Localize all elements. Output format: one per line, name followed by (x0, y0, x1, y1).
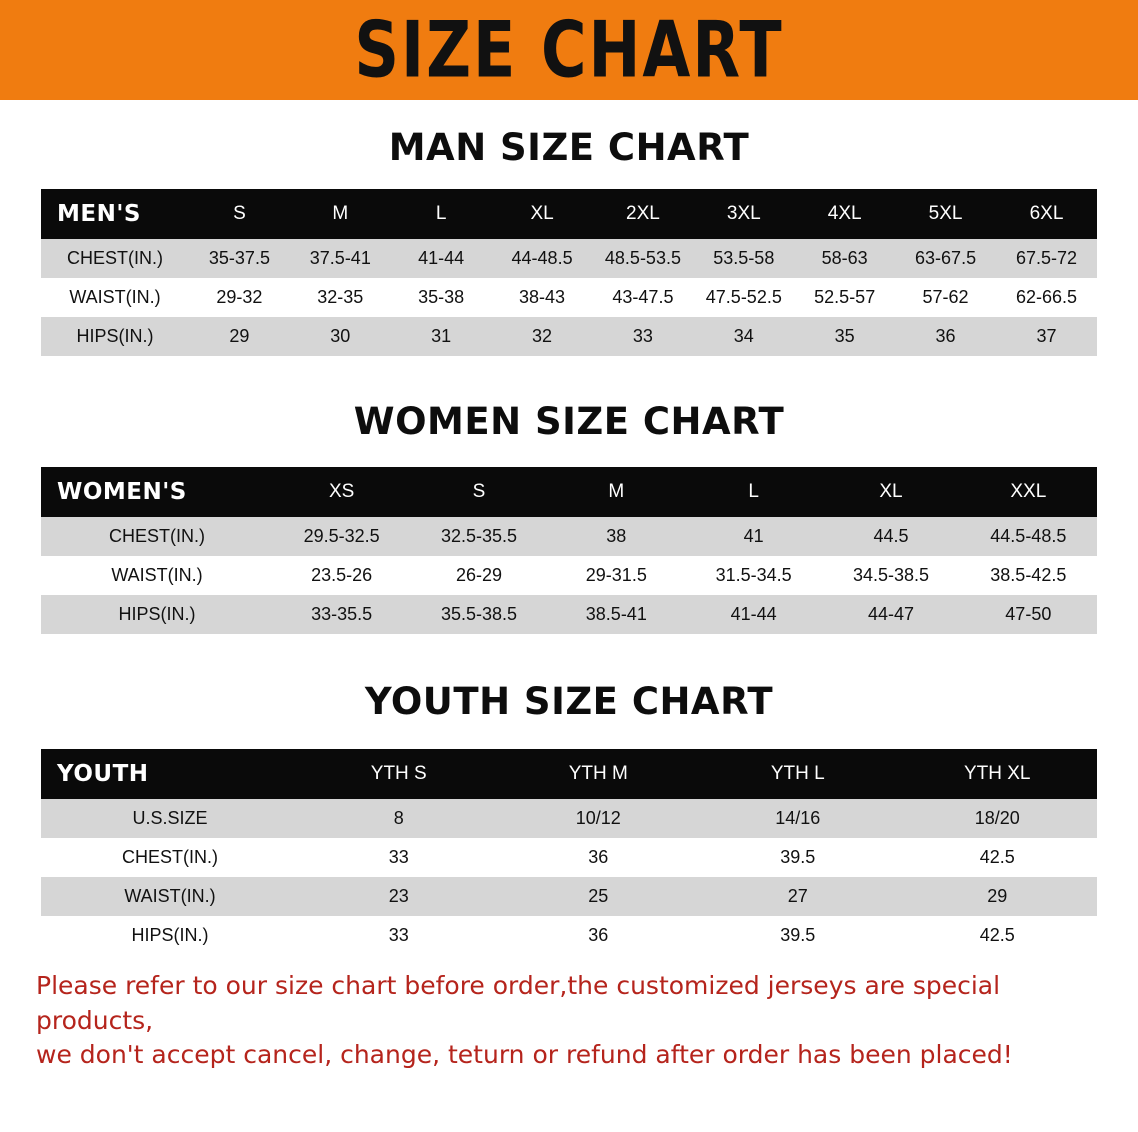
women-cell-1-1: 26-29 (410, 556, 547, 595)
women-col-0: XS (328, 481, 355, 502)
women-cell-2-3: 41-44 (685, 595, 822, 634)
man-cell-0-7: 63-67.5 (895, 239, 996, 278)
youth-row-1-label: CHEST(IN.) (41, 838, 299, 877)
disclaimer-line-2: we don't accept cancel, change, teturn or refund after order has been placed! (36, 1040, 1013, 1069)
disclaimer-line-1: Please refer to our size chart before order,the customized jerseys are special products, (36, 971, 1001, 1035)
youth-cell-3-2: 39.5 (698, 916, 898, 955)
youth-row-2-label: WAIST(IN.) (41, 877, 299, 916)
youth-cell-3-1: 36 (499, 916, 699, 955)
youth-cell-0-1: 10/12 (499, 799, 699, 838)
man-col-4: 2XL (626, 203, 660, 224)
man-col-1: M (332, 203, 349, 224)
women-col-3: L (748, 481, 759, 502)
table-row (41, 595, 1097, 634)
banner (0, 0, 1138, 100)
table-row (41, 799, 1097, 838)
man-cell-0-1: 37.5-41 (290, 239, 391, 278)
man-cell-1-2: 35-38 (391, 278, 492, 317)
youth-table-wrap (0, 749, 1138, 955)
youth-cell-1-3: 42.5 (898, 838, 1098, 877)
youth-col-2: YTH L (770, 763, 825, 784)
youth-cell-1-0: 33 (299, 838, 499, 877)
man-cell-2-0: 29 (189, 317, 290, 356)
table-row (41, 877, 1097, 916)
man-cell-2-4: 33 (593, 317, 694, 356)
youth-cell-1-2: 39.5 (698, 838, 898, 877)
man-cell-1-7: 57-62 (895, 278, 996, 317)
man-cell-1-6: 52.5-57 (794, 278, 895, 317)
man-table-body (41, 239, 1097, 356)
youth-cell-3-3: 42.5 (898, 916, 1098, 955)
table-row (41, 916, 1097, 955)
man-col-5: 3XL (726, 203, 761, 224)
man-cell-2-5: 34 (693, 317, 794, 356)
man-cell-1-3: 38-43 (492, 278, 593, 317)
man-cell-0-2: 41-44 (391, 239, 492, 278)
youth-cell-1-1: 36 (499, 838, 699, 877)
women-cell-1-5: 38.5-42.5 (960, 556, 1097, 595)
banner-title: SIZE CHART (354, 3, 784, 95)
women-size-table (41, 467, 1097, 634)
man-cell-0-0: 35-37.5 (189, 239, 290, 278)
man-cell-0-5: 53.5-58 (693, 239, 794, 278)
women-col-5: XXL (1010, 481, 1047, 502)
man-row-0-label: CHEST(IN.) (41, 239, 189, 278)
man-cell-1-1: 32-35 (290, 278, 391, 317)
man-cell-0-3: 44-48.5 (492, 239, 593, 278)
man-col-3: XL (530, 203, 554, 224)
youth-cell-3-0: 33 (299, 916, 499, 955)
man-size-table (41, 189, 1097, 356)
table-row (41, 838, 1097, 877)
women-header-row (41, 467, 1097, 517)
man-row-2-label: HIPS(IN.) (41, 317, 189, 356)
women-col-4: XL (879, 481, 903, 502)
man-corner-label: MEN'S (57, 201, 141, 227)
women-cell-0-1: 32.5-35.5 (410, 517, 547, 556)
man-cell-2-1: 30 (290, 317, 391, 356)
man-header-row (41, 189, 1097, 239)
youth-cell-0-2: 14/16 (698, 799, 898, 838)
women-table-head (41, 467, 1097, 517)
women-cell-0-0: 29.5-32.5 (273, 517, 410, 556)
man-cell-1-0: 29-32 (189, 278, 290, 317)
man-cell-1-8: 62-66.5 (996, 278, 1097, 317)
youth-cell-2-0: 23 (299, 877, 499, 916)
women-cell-1-3: 31.5-34.5 (685, 556, 822, 595)
man-table-head (41, 189, 1097, 239)
women-table-body (41, 517, 1097, 634)
man-row-1-label: WAIST(IN.) (41, 278, 189, 317)
youth-cell-2-1: 25 (499, 877, 699, 916)
man-cell-2-7: 36 (895, 317, 996, 356)
women-col-1: S (472, 481, 486, 502)
women-cell-0-3: 41 (685, 517, 822, 556)
man-cell-1-5: 47.5-52.5 (693, 278, 794, 317)
women-cell-1-0: 23.5-26 (273, 556, 410, 595)
women-cell-2-2: 38.5-41 (548, 595, 685, 634)
youth-col-0: YTH S (370, 763, 427, 784)
women-cell-2-1: 35.5-38.5 (410, 595, 547, 634)
man-cell-2-8: 37 (996, 317, 1097, 356)
women-cell-2-5: 47-50 (960, 595, 1097, 634)
youth-section-heading: YOUTH SIZE CHART (364, 680, 774, 723)
youth-cell-0-3: 18/20 (898, 799, 1098, 838)
women-cell-0-4: 44.5 (822, 517, 959, 556)
table-row (41, 517, 1097, 556)
table-row (41, 239, 1097, 278)
youth-col-3: YTH XL (963, 763, 1031, 784)
women-cell-1-2: 29-31.5 (548, 556, 685, 595)
table-row (41, 556, 1097, 595)
youth-table-body (41, 799, 1097, 955)
man-cell-0-4: 48.5-53.5 (593, 239, 694, 278)
youth-table-head (41, 749, 1097, 799)
women-cell-1-4: 34.5-38.5 (822, 556, 959, 595)
man-cell-1-4: 43-47.5 (593, 278, 694, 317)
man-section-heading: MAN SIZE CHART (388, 126, 750, 169)
women-col-2: M (608, 481, 625, 502)
man-cell-0-6: 58-63 (794, 239, 895, 278)
youth-cell-2-2: 27 (698, 877, 898, 916)
man-table-wrap (0, 189, 1138, 356)
women-cell-0-2: 38 (548, 517, 685, 556)
man-col-7: 5XL (928, 203, 963, 224)
man-cell-2-6: 35 (794, 317, 895, 356)
disclaimer-note (36, 969, 1102, 1073)
man-col-0: S (233, 203, 246, 224)
women-row-0-label: CHEST(IN.) (41, 517, 273, 556)
women-cell-2-0: 33-35.5 (273, 595, 410, 634)
youth-cell-2-3: 29 (898, 877, 1098, 916)
table-row (41, 317, 1097, 356)
youth-col-1: YTH M (568, 763, 628, 784)
women-cell-2-4: 44-47 (822, 595, 959, 634)
man-col-8: 6XL (1029, 203, 1064, 224)
table-row (41, 278, 1097, 317)
man-cell-2-3: 32 (492, 317, 593, 356)
man-col-6: 4XL (827, 203, 862, 224)
women-section-heading: WOMEN SIZE CHART (353, 400, 785, 443)
youth-cell-0-0: 8 (299, 799, 499, 838)
man-cell-2-2: 31 (391, 317, 492, 356)
man-cell-0-8: 67.5-72 (996, 239, 1097, 278)
youth-header-row (41, 749, 1097, 799)
youth-size-table (41, 749, 1097, 955)
women-cell-0-5: 44.5-48.5 (960, 517, 1097, 556)
women-row-1-label: WAIST(IN.) (41, 556, 273, 595)
youth-row-3-label: HIPS(IN.) (41, 916, 299, 955)
women-table-wrap (0, 467, 1138, 634)
man-col-2: L (435, 203, 447, 224)
women-corner-label: WOMEN'S (57, 479, 187, 505)
youth-corner-label: YOUTH (57, 761, 149, 787)
youth-row-0-label: U.S.SIZE (41, 799, 299, 838)
women-row-2-label: HIPS(IN.) (41, 595, 273, 634)
